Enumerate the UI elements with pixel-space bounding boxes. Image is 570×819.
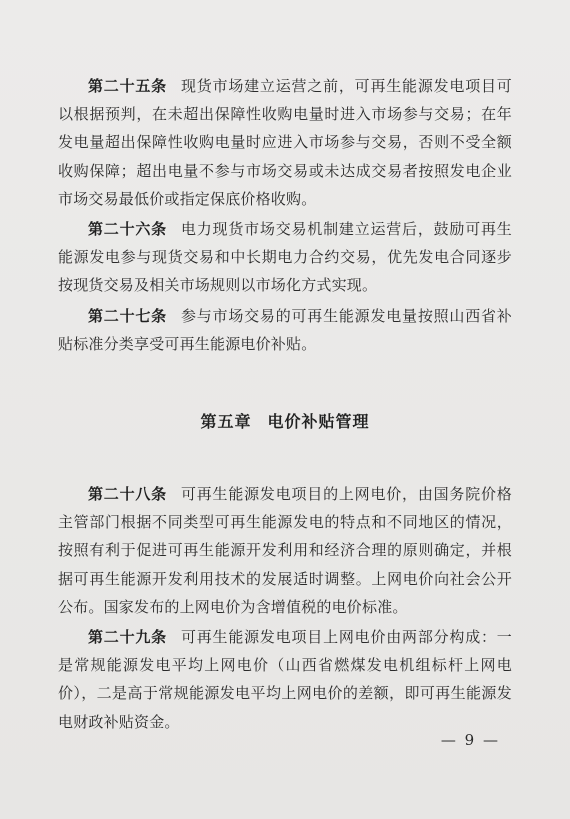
article-text: 可再生能源发电项目上网电价由两部分构成：一是常规能源发电平均上网电价（山西省燃煤发电机组标杆上网电价），二是高于常规能源发电平均上网电价的差额，即可再生能源发电财政补贴资金。 [58,628,512,731]
article-number: 第二十八条 [88,485,167,504]
article-number: 第二十五条 [88,77,167,95]
article-number: 第二十九条 [88,628,167,647]
article-number: 第二十七条 [88,306,167,325]
page-number: — 9 — [440,731,500,749]
article-25 [58,72,512,213]
article-27 [58,302,512,358]
chapter-number: 第五章 [200,412,252,432]
article-26 [58,215,512,300]
chapter-heading [58,410,512,434]
article-text: 现货市场建立运营之前，可再生能源发电项目可以根据预判，在未超出保障性收购电量时进入市场参与交易；在年发电量超出保障性收购电量时应进入市场参与交易，否则不受全额收购保障；超出电量不参与市场交易或未达成交易者按照发电企业市场交易最低价或指定保底价格收购。 [58,77,512,208]
article-29 [58,623,512,736]
article-number: 第二十六条 [88,220,167,239]
article-text: 参与市场交易的可再生能源发电量按照山西省补贴标准分类享受可再生能源电价补贴。 [58,306,512,353]
article-text: 可再生能源发电项目的上网电价，由国务院价格主管部门根据不同类型可再生能源发电的特点和不同地区的情况，按照有利于促进可再生能源开发利用和经济合理的原则确定，并根据可再生能源开发利用技术的发展适时调整。上网电价向社会公开公布。国家发布的上网电价为含增值税的电价标准。 [58,485,512,616]
article-text: 电力现货市场交易机制建立运营后，鼓励可再生能源发电参与现货交易和中长期电力合约交易，优先发电合同逐步按现货交易及相关市场规则以市场化方式实现。 [58,220,512,295]
article-28 [58,480,512,621]
chapter-title: 电价补贴管理 [267,412,370,432]
